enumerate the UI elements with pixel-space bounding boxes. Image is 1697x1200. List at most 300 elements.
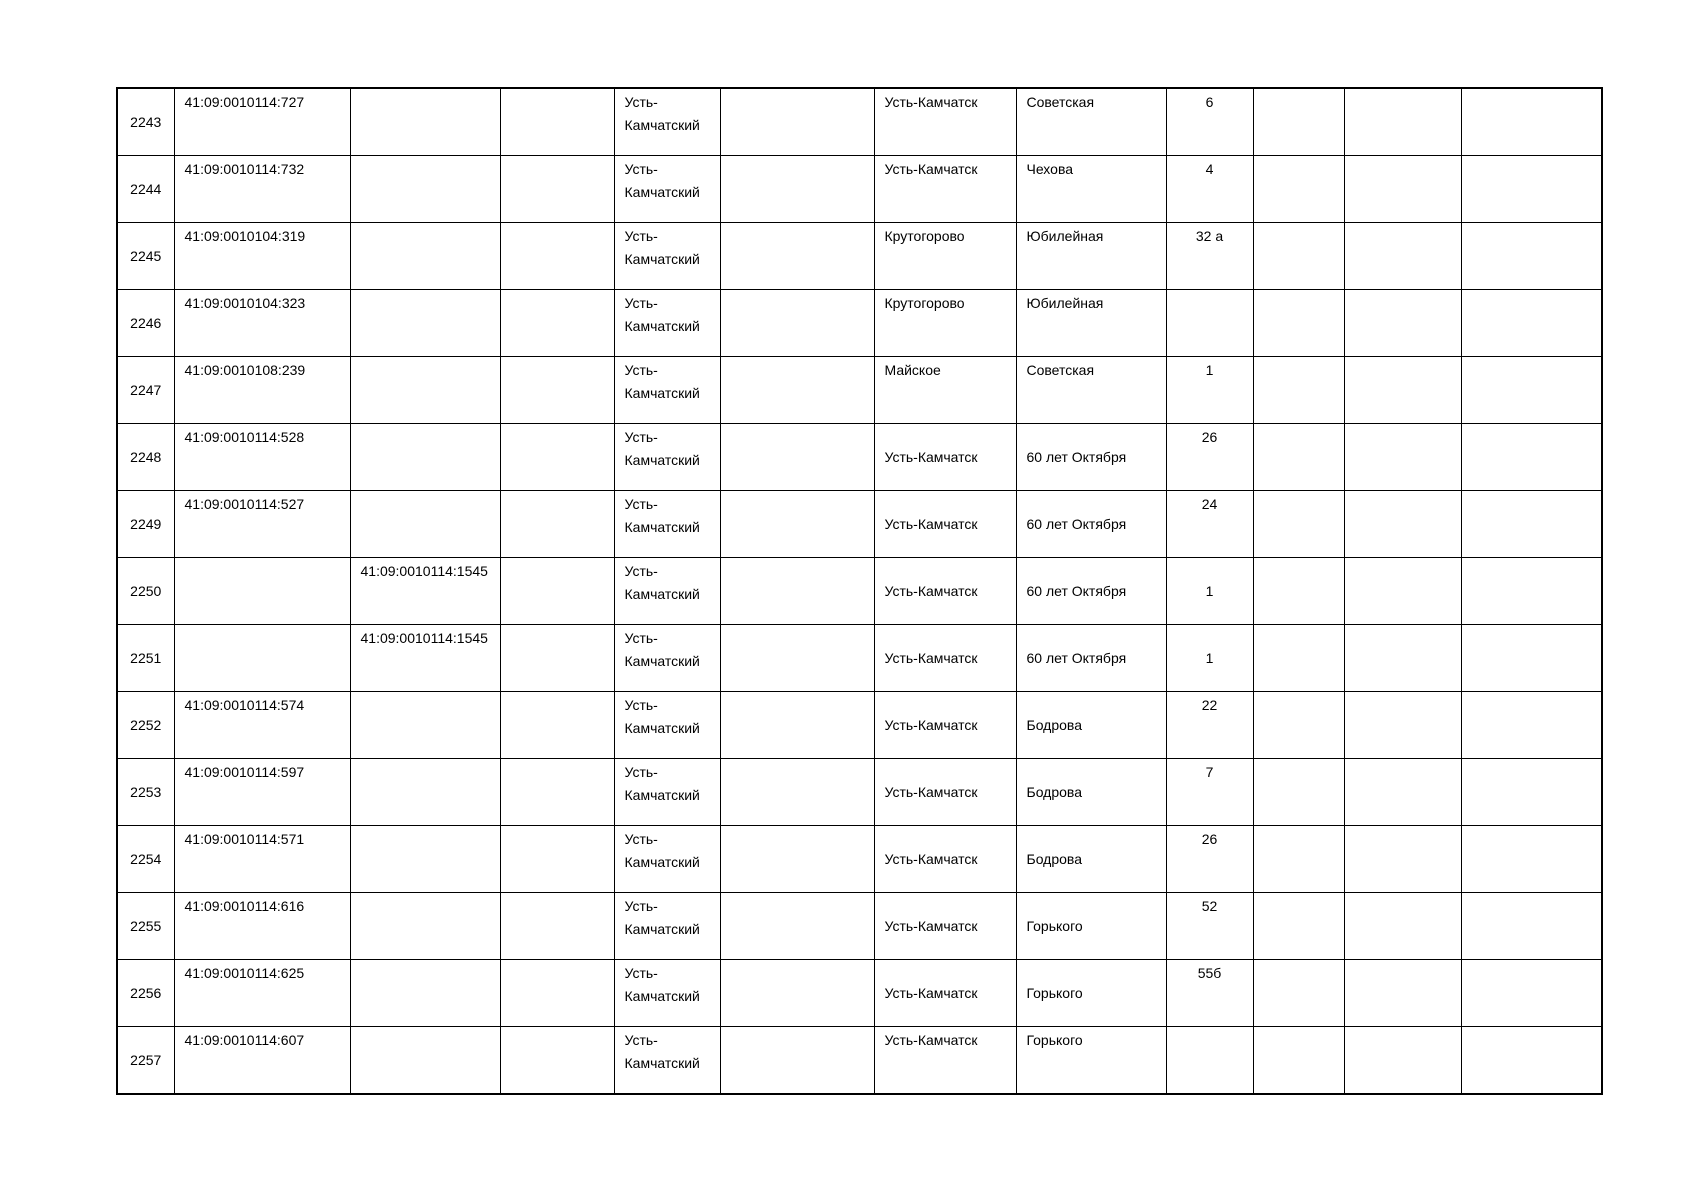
street-cell-text: Бодрова bbox=[1026, 783, 1082, 800]
locality-cell bbox=[874, 223, 1016, 290]
house-number-cell-text: 55б bbox=[1197, 965, 1222, 981]
empty-cell bbox=[1344, 692, 1461, 759]
linked-cadastral-cell-text bbox=[351, 89, 500, 91]
street-cell bbox=[1016, 692, 1166, 759]
linked-cadastral-cell-text bbox=[351, 223, 500, 225]
empty-cell-text bbox=[1345, 89, 1461, 91]
empty-cell-text bbox=[501, 89, 614, 91]
street-cell bbox=[1016, 491, 1166, 558]
linked-cadastral-cell bbox=[350, 290, 500, 357]
street-cell bbox=[1016, 759, 1166, 826]
cadastral-number-cell-text: 41:09:0010104:323 bbox=[184, 295, 306, 311]
empty-cell bbox=[1253, 491, 1344, 558]
house-number-cell-text: 24 bbox=[1201, 496, 1218, 512]
empty-cell-text bbox=[1462, 960, 1602, 962]
row-number-cell-text: 2246 bbox=[130, 314, 162, 331]
cadastral-number-cell-text: 41:09:0010114:607 bbox=[184, 1032, 305, 1048]
district-cell-text: Усть-Камчатский bbox=[624, 697, 700, 736]
locality-cell-text: Крутогорово bbox=[884, 228, 965, 244]
empty-cell-text bbox=[721, 558, 874, 560]
empty-cell-text bbox=[1254, 692, 1344, 694]
street-cell-text: 60 лет Октября bbox=[1026, 515, 1127, 532]
empty-cell-text bbox=[721, 893, 874, 895]
empty-cell-text bbox=[721, 1027, 874, 1029]
district-cell bbox=[614, 357, 720, 424]
cadastral-number-cell-text bbox=[175, 625, 350, 627]
linked-cadastral-cell-text: 41:09:0010114:1545 bbox=[360, 630, 488, 646]
empty-cell-text bbox=[721, 223, 874, 225]
empty-cell-text bbox=[721, 357, 874, 359]
street-cell-text: 60 лет Октября bbox=[1026, 649, 1127, 666]
empty-cell-text bbox=[1345, 893, 1461, 895]
empty-cell bbox=[1253, 759, 1344, 826]
district-cell bbox=[614, 491, 720, 558]
row-number-cell-text: 2255 bbox=[130, 917, 162, 934]
empty-cell-text bbox=[1345, 357, 1461, 359]
street-cell-text: Бодрова bbox=[1026, 716, 1082, 733]
locality-cell-text: Усть-Камчатск bbox=[884, 917, 978, 934]
linked-cadastral-cell bbox=[350, 88, 500, 156]
table-row bbox=[117, 491, 1602, 558]
empty-cell-text bbox=[1462, 424, 1602, 426]
table-row bbox=[117, 88, 1602, 156]
table-row bbox=[117, 625, 1602, 692]
locality-cell bbox=[874, 826, 1016, 893]
empty-cell bbox=[1344, 1027, 1461, 1095]
district-cell-text: Усть-Камчатский bbox=[624, 831, 700, 870]
cadastral-number-cell bbox=[174, 960, 350, 1027]
table-row bbox=[117, 156, 1602, 223]
empty-cell-text bbox=[1254, 357, 1344, 359]
locality-cell-text: Усть-Камчатск bbox=[884, 161, 978, 177]
empty-cell bbox=[1461, 960, 1602, 1027]
cadastral-number-cell bbox=[174, 357, 350, 424]
street-cell bbox=[1016, 893, 1166, 960]
empty-cell bbox=[1344, 424, 1461, 491]
cadastral-number-cell-text: 41:09:0010108:239 bbox=[184, 362, 306, 378]
empty-cell bbox=[500, 960, 614, 1027]
house-number-cell-text bbox=[1167, 290, 1253, 292]
empty-cell-text bbox=[1462, 156, 1602, 158]
house-number-cell bbox=[1166, 960, 1253, 1027]
district-cell-text: Усть-Камчатский bbox=[624, 898, 700, 937]
linked-cadastral-cell-text bbox=[351, 960, 500, 962]
empty-cell bbox=[1253, 1027, 1344, 1095]
empty-cell bbox=[500, 826, 614, 893]
street-cell bbox=[1016, 156, 1166, 223]
empty-cell-text bbox=[721, 826, 874, 828]
empty-cell bbox=[720, 156, 874, 223]
street-cell-text: Горького bbox=[1026, 917, 1083, 934]
empty-cell-text bbox=[721, 491, 874, 493]
empty-cell-text bbox=[1345, 826, 1461, 828]
house-number-cell bbox=[1166, 156, 1253, 223]
locality-cell bbox=[874, 491, 1016, 558]
empty-cell-text bbox=[721, 759, 874, 761]
empty-cell bbox=[500, 357, 614, 424]
empty-cell-text bbox=[501, 156, 614, 158]
locality-cell bbox=[874, 692, 1016, 759]
linked-cadastral-cell bbox=[350, 156, 500, 223]
row-number-cell bbox=[117, 692, 174, 759]
empty-cell bbox=[500, 759, 614, 826]
empty-cell bbox=[500, 290, 614, 357]
district-cell-text: Усть-Камчатский bbox=[624, 965, 700, 1004]
cadastral-number-cell bbox=[174, 826, 350, 893]
district-cell bbox=[614, 558, 720, 625]
house-number-cell bbox=[1166, 625, 1253, 692]
empty-cell bbox=[1344, 759, 1461, 826]
empty-cell bbox=[1253, 88, 1344, 156]
district-cell bbox=[614, 424, 720, 491]
district-cell bbox=[614, 88, 720, 156]
empty-cell bbox=[720, 223, 874, 290]
district-cell bbox=[614, 960, 720, 1027]
empty-cell-text bbox=[721, 156, 874, 158]
street-cell-text: Советская bbox=[1026, 94, 1095, 110]
row-number-cell-text: 2249 bbox=[130, 515, 162, 532]
house-number-cell bbox=[1166, 290, 1253, 357]
row-number-cell-text: 2251 bbox=[130, 649, 162, 666]
table-row bbox=[117, 424, 1602, 491]
empty-cell-text bbox=[1254, 424, 1344, 426]
empty-cell-text bbox=[1345, 491, 1461, 493]
house-number-cell bbox=[1166, 692, 1253, 759]
locality-cell bbox=[874, 1027, 1016, 1095]
empty-cell bbox=[500, 491, 614, 558]
house-number-cell-text: 1 bbox=[1205, 362, 1214, 378]
empty-cell-text bbox=[1254, 558, 1344, 560]
row-number-cell bbox=[117, 960, 174, 1027]
row-number-cell-text: 2245 bbox=[130, 247, 162, 264]
locality-cell bbox=[874, 88, 1016, 156]
empty-cell bbox=[720, 759, 874, 826]
linked-cadastral-cell-text bbox=[351, 692, 500, 694]
empty-cell-text bbox=[1462, 625, 1602, 627]
row-number-cell-text: 2252 bbox=[130, 716, 162, 733]
locality-cell-text: Усть-Камчатск bbox=[884, 448, 978, 465]
empty-cell bbox=[500, 558, 614, 625]
table-row bbox=[117, 893, 1602, 960]
locality-cell-text: Усть-Камчатск bbox=[884, 1032, 978, 1048]
table-row bbox=[117, 558, 1602, 625]
empty-cell-text bbox=[1345, 424, 1461, 426]
empty-cell-text bbox=[501, 692, 614, 694]
district-cell-text: Усть-Камчатский bbox=[624, 1032, 700, 1071]
cadastral-number-cell-text: 41:09:0010114:597 bbox=[184, 764, 305, 780]
empty-cell bbox=[1253, 156, 1344, 223]
house-number-cell-text: 22 bbox=[1201, 697, 1218, 713]
linked-cadastral-cell bbox=[350, 1027, 500, 1095]
row-number-cell bbox=[117, 1027, 174, 1095]
locality-cell bbox=[874, 759, 1016, 826]
empty-cell bbox=[500, 156, 614, 223]
empty-cell bbox=[1461, 357, 1602, 424]
house-number-cell-text: 26 bbox=[1201, 429, 1218, 445]
empty-cell-text bbox=[1462, 1027, 1602, 1029]
house-number-cell-text: 4 bbox=[1205, 161, 1214, 177]
house-number-cell bbox=[1166, 558, 1253, 625]
linked-cadastral-cell-text bbox=[351, 826, 500, 828]
empty-cell-text bbox=[1345, 625, 1461, 627]
empty-cell bbox=[1461, 558, 1602, 625]
linked-cadastral-cell bbox=[350, 826, 500, 893]
empty-cell-text bbox=[1254, 491, 1344, 493]
street-cell-text: Бодрова bbox=[1026, 850, 1082, 867]
empty-cell bbox=[1344, 625, 1461, 692]
street-cell-text: 60 лет Октября bbox=[1026, 448, 1127, 465]
district-cell bbox=[614, 290, 720, 357]
cadastral-number-cell-text: 41:09:0010104:319 bbox=[184, 228, 306, 244]
street-cell bbox=[1016, 1027, 1166, 1095]
empty-cell-text bbox=[1254, 826, 1344, 828]
empty-cell bbox=[1461, 759, 1602, 826]
row-number-cell bbox=[117, 223, 174, 290]
empty-cell-text bbox=[1462, 223, 1602, 225]
row-number-cell-text: 2256 bbox=[130, 984, 162, 1001]
district-cell-text: Усть-Камчатский bbox=[624, 228, 700, 267]
table-row bbox=[117, 357, 1602, 424]
empty-cell bbox=[1344, 491, 1461, 558]
district-cell-text: Усть-Камчатский bbox=[624, 94, 700, 133]
row-number-cell-text: 2250 bbox=[130, 582, 162, 599]
empty-cell bbox=[1344, 223, 1461, 290]
district-cell bbox=[614, 1027, 720, 1095]
empty-cell bbox=[1253, 223, 1344, 290]
empty-cell bbox=[720, 960, 874, 1027]
street-cell bbox=[1016, 357, 1166, 424]
district-cell-text: Усть-Камчатский bbox=[624, 429, 700, 468]
locality-cell-text: Майское bbox=[884, 362, 941, 378]
row-number-cell-text: 2248 bbox=[130, 448, 162, 465]
empty-cell-text bbox=[721, 692, 874, 694]
empty-cell-text bbox=[1345, 960, 1461, 962]
locality-cell-text: Усть-Камчатск bbox=[884, 984, 978, 1001]
empty-cell-text bbox=[1462, 826, 1602, 828]
cadastral-number-cell bbox=[174, 491, 350, 558]
empty-cell bbox=[1253, 625, 1344, 692]
cadastral-number-cell bbox=[174, 558, 350, 625]
house-number-cell bbox=[1166, 1027, 1253, 1095]
cadastral-number-cell-text: 41:09:0010114:574 bbox=[184, 697, 305, 713]
linked-cadastral-cell-text bbox=[351, 1027, 500, 1029]
table-row bbox=[117, 290, 1602, 357]
cadastral-number-cell-text: 41:09:0010114:527 bbox=[184, 496, 305, 512]
row-number-cell bbox=[117, 759, 174, 826]
table-row bbox=[117, 1027, 1602, 1095]
empty-cell bbox=[500, 893, 614, 960]
empty-cell bbox=[1344, 290, 1461, 357]
row-number-cell bbox=[117, 88, 174, 156]
house-number-cell-text: 52 bbox=[1201, 898, 1218, 914]
registry-table bbox=[116, 87, 1603, 1095]
locality-cell-text: Усть-Камчатск bbox=[884, 649, 978, 666]
empty-cell bbox=[1253, 357, 1344, 424]
cadastral-number-cell-text: 41:09:0010114:625 bbox=[184, 965, 305, 981]
linked-cadastral-cell-text bbox=[351, 893, 500, 895]
empty-cell-text bbox=[721, 625, 874, 627]
empty-cell-text bbox=[1462, 893, 1602, 895]
empty-cell-text bbox=[1345, 290, 1461, 292]
empty-cell-text bbox=[501, 558, 614, 560]
house-number-cell bbox=[1166, 491, 1253, 558]
empty-cell-text bbox=[1462, 290, 1602, 292]
empty-cell-text bbox=[1254, 759, 1344, 761]
empty-cell-text bbox=[721, 89, 874, 91]
empty-cell-text bbox=[1462, 558, 1602, 560]
empty-cell bbox=[1461, 625, 1602, 692]
locality-cell-text: Усть-Камчатск bbox=[884, 515, 978, 532]
empty-cell-text bbox=[501, 893, 614, 895]
linked-cadastral-cell-text bbox=[351, 156, 500, 158]
house-number-cell-text: 1 bbox=[1205, 582, 1214, 599]
district-cell bbox=[614, 156, 720, 223]
empty-cell bbox=[500, 625, 614, 692]
house-number-cell-text: 26 bbox=[1201, 831, 1218, 847]
district-cell bbox=[614, 893, 720, 960]
empty-cell bbox=[500, 692, 614, 759]
locality-cell-text: Усть-Камчатск bbox=[884, 94, 978, 110]
district-cell-text: Усть-Камчатский bbox=[624, 161, 700, 200]
empty-cell bbox=[1461, 424, 1602, 491]
row-number-cell bbox=[117, 826, 174, 893]
linked-cadastral-cell-text bbox=[351, 424, 500, 426]
linked-cadastral-cell-text bbox=[351, 357, 500, 359]
house-number-cell-text bbox=[1167, 1027, 1253, 1029]
district-cell-text: Усть-Камчатский bbox=[624, 295, 700, 334]
linked-cadastral-cell-text bbox=[351, 759, 500, 761]
empty-cell bbox=[720, 826, 874, 893]
empty-cell bbox=[1461, 88, 1602, 156]
empty-cell-text bbox=[501, 960, 614, 962]
row-number-cell-text: 2247 bbox=[130, 381, 162, 398]
house-number-cell-text: 6 bbox=[1205, 94, 1214, 110]
street-cell bbox=[1016, 88, 1166, 156]
cadastral-number-cell-text: 41:09:0010114:727 bbox=[184, 94, 305, 110]
empty-cell bbox=[1344, 960, 1461, 1027]
street-cell-text: Горького bbox=[1026, 984, 1083, 1001]
empty-cell bbox=[1344, 558, 1461, 625]
empty-cell bbox=[720, 290, 874, 357]
locality-cell bbox=[874, 625, 1016, 692]
empty-cell bbox=[1253, 826, 1344, 893]
empty-cell-text bbox=[1254, 290, 1344, 292]
table-row bbox=[117, 826, 1602, 893]
street-cell bbox=[1016, 290, 1166, 357]
district-cell-text: Усть-Камчатский bbox=[624, 362, 700, 401]
cadastral-number-cell bbox=[174, 893, 350, 960]
linked-cadastral-cell-text bbox=[351, 491, 500, 493]
empty-cell-text bbox=[501, 1027, 614, 1029]
linked-cadastral-cell bbox=[350, 759, 500, 826]
house-number-cell bbox=[1166, 88, 1253, 156]
linked-cadastral-cell bbox=[350, 223, 500, 290]
row-number-cell bbox=[117, 290, 174, 357]
house-number-cell bbox=[1166, 893, 1253, 960]
district-cell bbox=[614, 692, 720, 759]
empty-cell-text bbox=[1462, 491, 1602, 493]
row-number-cell bbox=[117, 156, 174, 223]
empty-cell-text bbox=[1462, 357, 1602, 359]
street-cell bbox=[1016, 960, 1166, 1027]
row-number-cell-text: 2253 bbox=[130, 783, 162, 800]
empty-cell bbox=[500, 1027, 614, 1095]
locality-cell bbox=[874, 357, 1016, 424]
empty-cell-text bbox=[501, 826, 614, 828]
empty-cell-text bbox=[1345, 759, 1461, 761]
linked-cadastral-cell bbox=[350, 357, 500, 424]
empty-cell-text bbox=[1462, 692, 1602, 694]
locality-cell bbox=[874, 893, 1016, 960]
street-cell bbox=[1016, 826, 1166, 893]
locality-cell bbox=[874, 558, 1016, 625]
cadastral-number-cell bbox=[174, 692, 350, 759]
table-row bbox=[117, 759, 1602, 826]
empty-cell bbox=[1461, 223, 1602, 290]
table-body bbox=[117, 88, 1602, 1094]
empty-cell-text bbox=[1254, 625, 1344, 627]
empty-cell bbox=[1253, 692, 1344, 759]
linked-cadastral-cell bbox=[350, 692, 500, 759]
cadastral-number-cell bbox=[174, 759, 350, 826]
empty-cell-text bbox=[1345, 223, 1461, 225]
locality-cell bbox=[874, 960, 1016, 1027]
street-cell-text: Чехова bbox=[1026, 161, 1074, 177]
district-cell bbox=[614, 223, 720, 290]
district-cell bbox=[614, 625, 720, 692]
row-number-cell bbox=[117, 424, 174, 491]
empty-cell bbox=[1461, 156, 1602, 223]
linked-cadastral-cell bbox=[350, 491, 500, 558]
district-cell bbox=[614, 826, 720, 893]
house-number-cell-text: 1 bbox=[1205, 649, 1214, 666]
row-number-cell bbox=[117, 893, 174, 960]
empty-cell bbox=[1344, 156, 1461, 223]
cadastral-number-cell bbox=[174, 1027, 350, 1095]
empty-cell-text bbox=[501, 625, 614, 627]
house-number-cell bbox=[1166, 424, 1253, 491]
empty-cell bbox=[1461, 893, 1602, 960]
empty-cell bbox=[1253, 290, 1344, 357]
empty-cell bbox=[500, 88, 614, 156]
row-number-cell-text: 2243 bbox=[130, 113, 162, 130]
street-cell-text: Юбилейная bbox=[1026, 295, 1104, 311]
linked-cadastral-cell-text bbox=[351, 290, 500, 292]
empty-cell-text bbox=[1345, 692, 1461, 694]
empty-cell-text bbox=[1345, 156, 1461, 158]
cadastral-number-cell bbox=[174, 424, 350, 491]
empty-cell bbox=[1253, 960, 1344, 1027]
empty-cell-text bbox=[721, 424, 874, 426]
street-cell-text: 60 лет Октября bbox=[1026, 582, 1127, 599]
empty-cell-text bbox=[1254, 156, 1344, 158]
district-cell bbox=[614, 759, 720, 826]
cadastral-number-cell-text: 41:09:0010114:571 bbox=[184, 831, 305, 847]
street-cell bbox=[1016, 558, 1166, 625]
empty-cell-text bbox=[501, 290, 614, 292]
empty-cell bbox=[500, 424, 614, 491]
cadastral-number-cell bbox=[174, 88, 350, 156]
district-cell-text: Усть-Камчатский bbox=[624, 630, 700, 669]
empty-cell bbox=[1461, 491, 1602, 558]
empty-cell bbox=[720, 893, 874, 960]
street-cell bbox=[1016, 223, 1166, 290]
house-number-cell-text: 32 а bbox=[1195, 228, 1224, 244]
linked-cadastral-cell bbox=[350, 893, 500, 960]
cadastral-number-cell-text: 41:09:0010114:528 bbox=[184, 429, 305, 445]
empty-cell-text bbox=[1345, 558, 1461, 560]
street-cell-text: Советская bbox=[1026, 362, 1095, 378]
